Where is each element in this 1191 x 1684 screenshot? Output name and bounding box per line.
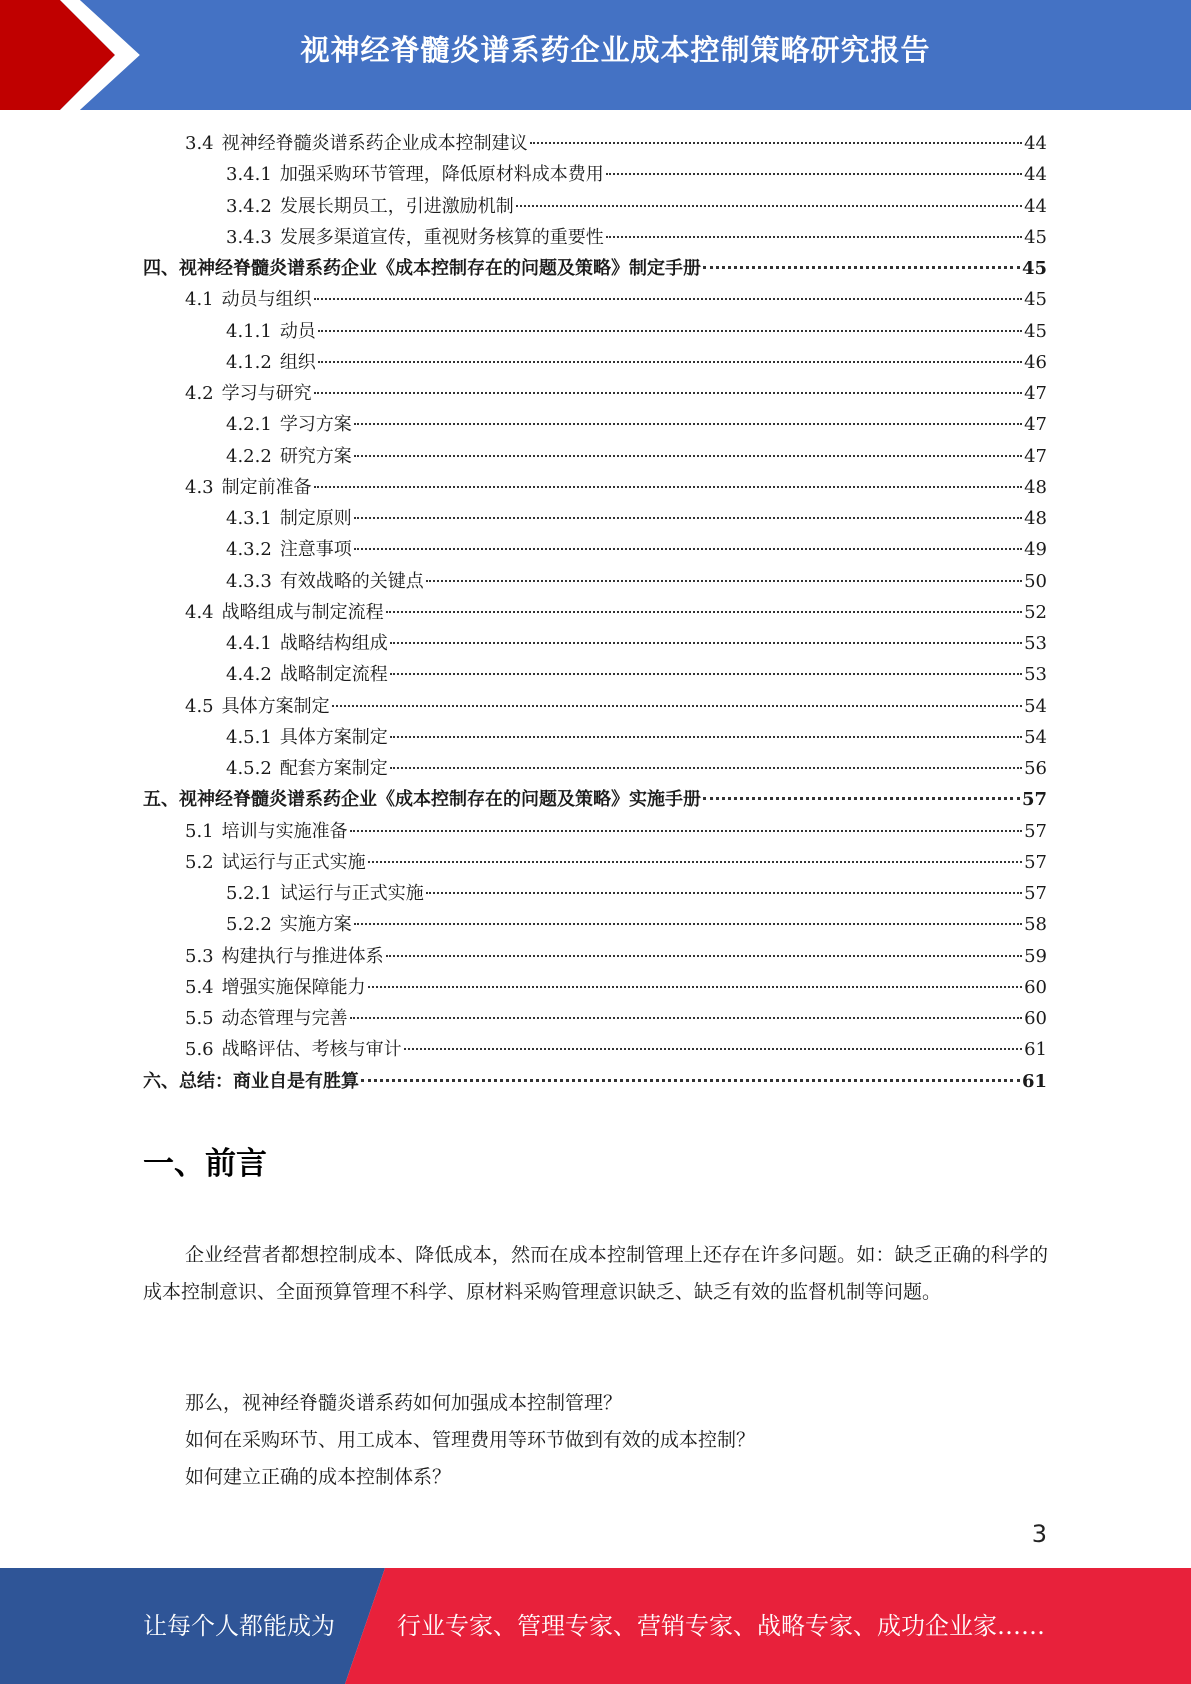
toc-entry-number: 4.3.1: [226, 508, 272, 529]
toc-dot-leader: [516, 205, 1022, 207]
toc-entry-title: 四、视神经脊髓炎谱系药企业《成本控制存在的问题及策略》制定手册: [143, 258, 701, 279]
toc-entry-page: 57: [1024, 883, 1047, 904]
toc-dot-leader: [314, 298, 1022, 300]
toc-entry-page: 46: [1024, 351, 1047, 373]
toc-entry-page: 53: [1024, 664, 1047, 686]
toc-dot-leader: [703, 797, 1020, 800]
toc-entry-page: 53: [1024, 633, 1047, 654]
toc-entry-number: 4.4.2: [226, 664, 272, 686]
toc-entry-number: 3.4.2: [226, 195, 272, 217]
toc-dot-leader: [354, 423, 1022, 425]
toc-entry-number: 4.3.2: [226, 539, 272, 561]
toc-entry-number: 5.2: [185, 851, 214, 873]
table-of-contents: [143, 128, 1047, 1097]
toc-dot-leader: [314, 486, 1022, 488]
toc-entry-page: 61: [1021, 1070, 1047, 1092]
toc-entry[interactable]: [143, 1003, 1047, 1034]
toc-entry-page: 45: [1021, 258, 1047, 279]
header-arrow-decoration: [0, 0, 160, 110]
toc-dot-leader: [368, 986, 1022, 988]
toc-entry-number: 4.2.1: [226, 414, 272, 436]
toc-dot-leader: [386, 955, 1022, 957]
question-line: 如何在采购环节、用工成本、管理费用等环节做到有效的成本控制？: [185, 1429, 756, 1451]
toc-dot-leader: [386, 611, 1022, 613]
toc-entry-page: 45: [1024, 289, 1047, 311]
toc-entry-title: 视神经脊髓炎谱系药企业成本控制建议: [221, 133, 528, 154]
toc-entry-page: 61: [1024, 1039, 1047, 1061]
toc-entry-number: 4.1.1: [226, 320, 272, 342]
toc-entry[interactable]: [143, 534, 1047, 565]
toc-entry-page: 57: [1024, 851, 1047, 873]
toc-entry-page: 52: [1024, 601, 1047, 623]
toc-entry-page: 45: [1024, 320, 1047, 342]
toc-entry-page: 44: [1024, 164, 1047, 186]
toc-entry[interactable]: [143, 128, 1047, 159]
toc-entry-page: 50: [1024, 570, 1047, 592]
toc-entry-title: 培训与实施准备: [221, 820, 348, 842]
toc-entry-number: 5.2.2: [226, 914, 272, 936]
toc-entry-number: 4.1.2: [226, 351, 272, 373]
toc-entry-page: 45: [1024, 226, 1047, 248]
toc-entry[interactable]: [143, 347, 1047, 378]
toc-entry[interactable]: [143, 909, 1047, 940]
toc-entry[interactable]: [143, 941, 1047, 972]
toc-entry-number: 4.5: [185, 695, 214, 717]
toc-entry-number: 4.2.2: [226, 445, 272, 467]
page-header: [0, 0, 1191, 110]
toc-dot-leader: [350, 1017, 1022, 1019]
toc-entry-number: 4.5.2: [226, 758, 272, 779]
toc-entry-title: 试运行与正式实施: [279, 883, 424, 904]
toc-dot-leader: [606, 173, 1022, 175]
toc-entry-number: 5.5: [185, 1008, 214, 1029]
toc-dot-leader: [390, 767, 1022, 769]
toc-entry-page: 48: [1024, 508, 1047, 529]
toc-entry-page: 44: [1024, 195, 1047, 217]
toc-entry-title: 试运行与正式实施: [221, 851, 366, 873]
toc-entry-title: 学习方案: [279, 414, 352, 436]
toc-entry[interactable]: [143, 378, 1047, 409]
toc-dot-leader: [530, 142, 1022, 144]
toc-dot-leader: [314, 392, 1022, 394]
toc-entry[interactable]: [143, 1066, 1047, 1097]
toc-entry-page: 54: [1024, 726, 1047, 748]
question-line: 如何建立正确的成本控制体系？: [185, 1466, 452, 1488]
toc-entry-page: 49: [1024, 539, 1047, 561]
toc-entry-page: 56: [1024, 758, 1047, 779]
toc-entry-title: 具体方案制定: [279, 726, 388, 748]
toc-entry[interactable]: [143, 284, 1047, 315]
toc-entry-title: 制定原则: [279, 508, 352, 529]
toc-entry[interactable]: [143, 316, 1047, 347]
toc-entry-title: 具体方案制定: [221, 695, 330, 717]
toc-dot-leader: [354, 923, 1022, 925]
toc-dot-leader: [368, 861, 1022, 863]
toc-entry-number: 4.4.1: [226, 633, 272, 654]
page-footer: [0, 1568, 1191, 1684]
toc-entry-title: 动员: [279, 320, 316, 342]
toc-entry-number: 5.3: [185, 945, 214, 967]
toc-entry-title: 动态管理与完善: [221, 1008, 348, 1029]
toc-entry-number: 5.4: [185, 976, 214, 998]
toc-entry-page: 58: [1024, 914, 1047, 936]
toc-entry-number: 4.3.3: [226, 570, 272, 592]
toc-entry[interactable]: [143, 753, 1047, 784]
toc-entry-title: 有效战略的关键点: [279, 570, 424, 592]
toc-entry-number: 3.4.1: [226, 164, 272, 186]
toc-entry[interactable]: [143, 159, 1047, 190]
toc-entry-title: 战略组成与制定流程: [221, 601, 384, 623]
toc-entry[interactable]: [143, 691, 1047, 722]
toc-entry[interactable]: [143, 1034, 1047, 1065]
toc-entry[interactable]: [143, 816, 1047, 847]
toc-dot-leader: [332, 705, 1022, 707]
toc-dot-leader: [426, 580, 1022, 582]
toc-dot-leader: [606, 236, 1022, 238]
toc-entry-number: 5.6: [185, 1039, 214, 1061]
toc-entry-page: 57: [1021, 789, 1047, 811]
page-number: 3: [1031, 1520, 1047, 1548]
toc-entry-page: 60: [1024, 1008, 1047, 1029]
toc-dot-leader: [354, 517, 1022, 519]
toc-entry[interactable]: [143, 659, 1047, 690]
toc-entry-page: 48: [1024, 476, 1047, 498]
toc-entry-page: 47: [1024, 445, 1047, 467]
toc-entry-number: 3.4.3: [226, 226, 272, 248]
toc-dot-leader: [350, 830, 1022, 832]
toc-entry-page: 59: [1024, 945, 1047, 967]
section-heading: 一、前言: [143, 1146, 267, 1182]
toc-entry-title: 增强实施保障能力: [221, 976, 366, 998]
toc-entry[interactable]: [143, 597, 1047, 628]
toc-entry-title: 学习与研究: [221, 383, 312, 404]
toc-entry-title: 研究方案: [279, 445, 352, 467]
report-title: 视神经脊髓炎谱系药企业成本控制策略研究报告: [300, 33, 931, 67]
toc-entry[interactable]: [143, 441, 1047, 472]
footer-slogan-right: 行业专家、管理专家、营销专家、战略专家、成功企业家……: [397, 1612, 1045, 1640]
toc-entry-number: 4.2: [185, 383, 214, 404]
question-line: 那么，视神经脊髓炎谱系药如何加强成本控制管理？: [185, 1392, 623, 1414]
toc-entry[interactable]: [143, 878, 1047, 909]
toc-entry-number: 4.5.1: [226, 726, 272, 748]
toc-entry-title: 构建执行与推进体系: [221, 945, 384, 967]
toc-entry-number: 3.4: [185, 133, 214, 154]
toc-entry-title: 实施方案: [279, 914, 352, 936]
toc-entry-page: 60: [1024, 976, 1047, 998]
toc-dot-leader: [390, 642, 1022, 644]
toc-entry-title: 战略制定流程: [279, 664, 388, 686]
toc-entry-title: 战略结构组成: [279, 633, 388, 654]
toc-dot-leader: [404, 1048, 1022, 1050]
toc-entry-title: 发展长期员工，引进激励机制: [279, 195, 514, 217]
toc-entry[interactable]: [143, 566, 1047, 597]
toc-entry-title: 战略评估、考核与审计: [221, 1039, 402, 1061]
toc-entry-title: 发展多渠道宣传，重视财务核算的重要性: [279, 226, 604, 248]
toc-entry[interactable]: [143, 722, 1047, 753]
toc-entry-title: 组织: [279, 351, 316, 373]
toc-dot-leader: [354, 548, 1022, 550]
toc-entry[interactable]: [143, 409, 1047, 440]
toc-entry-title: 加强采购环节管理，降低原材料成本费用: [279, 164, 604, 186]
toc-entry-number: 4.4: [185, 601, 214, 623]
toc-entry-number: 4.3: [185, 476, 214, 498]
toc-entry[interactable]: [143, 847, 1047, 878]
toc-entry-title: 注意事项: [279, 539, 352, 561]
toc-entry-number: 4.1: [185, 289, 214, 311]
footer-slogan-left: 让每个人都能成为: [143, 1612, 335, 1640]
toc-dot-leader: [426, 892, 1022, 894]
question-list: [185, 1385, 1045, 1496]
toc-dot-leader: [318, 330, 1022, 332]
toc-dot-leader: [703, 266, 1020, 269]
toc-dot-leader: [354, 455, 1022, 457]
toc-entry-page: 54: [1024, 695, 1047, 717]
toc-dot-leader: [361, 1079, 1020, 1082]
toc-entry[interactable]: [143, 503, 1047, 534]
toc-entry[interactable]: [143, 472, 1047, 503]
toc-entry-page: 47: [1024, 414, 1047, 436]
toc-entry[interactable]: [143, 628, 1047, 659]
toc-entry-title: 配套方案制定: [279, 758, 388, 779]
toc-entry-page: 44: [1024, 133, 1047, 154]
toc-entry-title: 六、总结：商业自是有胜算: [143, 1070, 359, 1092]
toc-entry-title: 制定前准备: [221, 476, 312, 498]
toc-entry[interactable]: [143, 253, 1047, 284]
toc-entry[interactable]: [143, 972, 1047, 1003]
toc-entry-number: 5.2.1: [226, 883, 272, 904]
toc-entry-title: 动员与组织: [221, 289, 312, 311]
toc-entry[interactable]: [143, 222, 1047, 253]
intro-paragraph: 企业经营者都想控制成本、降低成本，然而在成本控制管理上还存在许多问题。如：缺乏正确的科学的成本控制意识、全面预算管理不科学、原材料采购管理意识缺乏、缺乏有效的监督机制等问题。: [143, 1244, 1048, 1303]
toc-dot-leader: [390, 736, 1022, 738]
toc-dot-leader: [390, 673, 1022, 675]
toc-dot-leader: [318, 361, 1022, 363]
toc-entry-title: 五、视神经脊髓炎谱系药企业《成本控制存在的问题及策略》实施手册: [143, 789, 701, 811]
toc-entry-number: 5.1: [185, 820, 214, 842]
toc-entry[interactable]: [143, 784, 1047, 815]
toc-entry[interactable]: [143, 191, 1047, 222]
toc-entry-page: 57: [1024, 820, 1047, 842]
toc-entry-page: 47: [1024, 383, 1047, 404]
